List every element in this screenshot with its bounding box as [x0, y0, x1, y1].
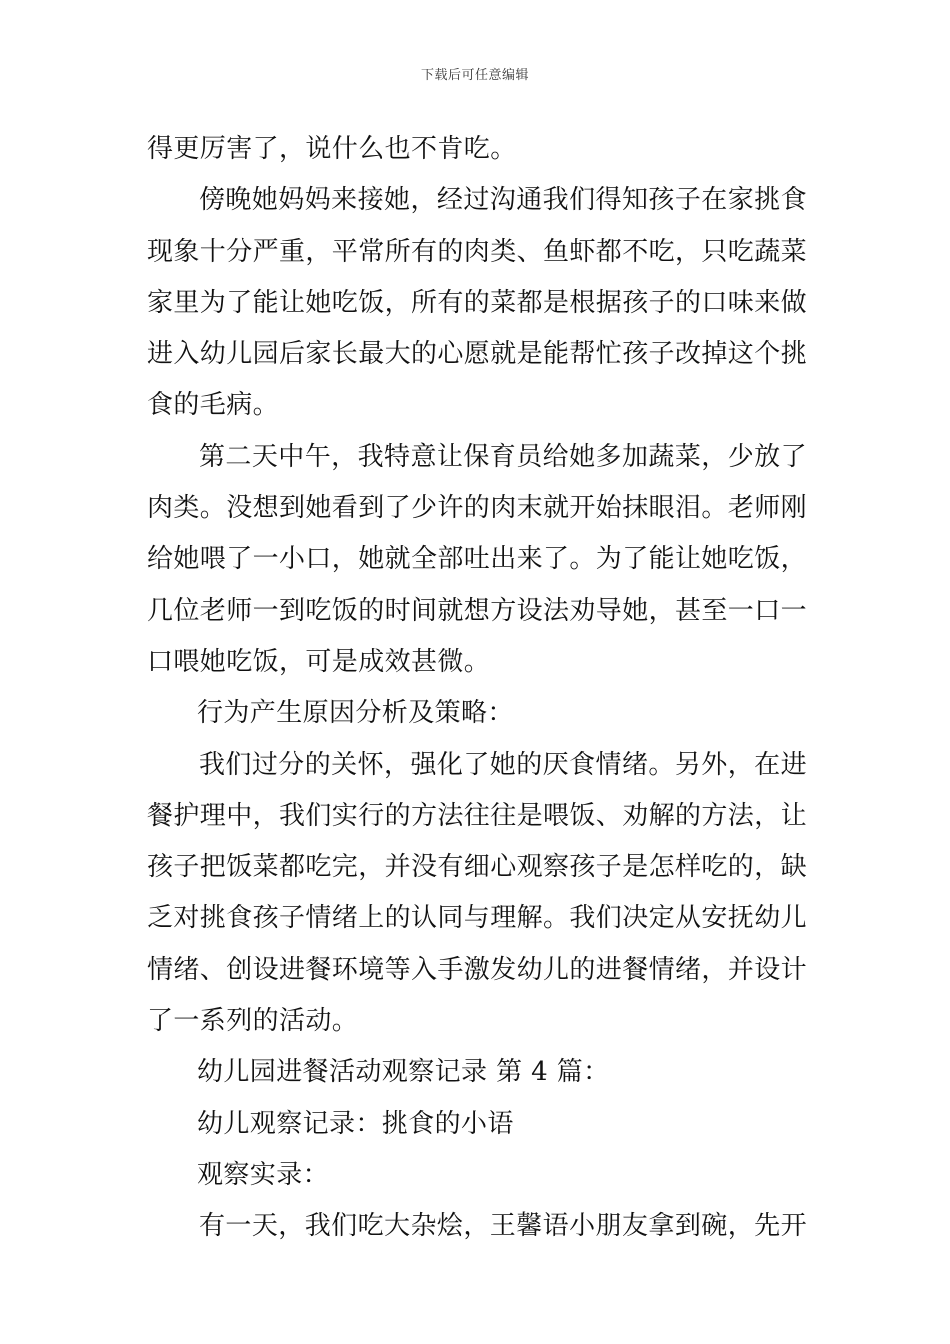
paragraph-line: 有一天，我们吃大杂烩，王馨语小朋友拿到碗，先开 — [199, 1211, 807, 1242]
paragraph-line: 进入幼儿园后家长最大的心愿就是能帮忙孩子改掉这个挑 — [147, 339, 808, 370]
paragraph-line: 口喂她吃饭，可是成效甚微。 — [147, 646, 491, 677]
paragraph-line: 了一系列的活动。 — [147, 1006, 359, 1037]
paragraph-line: 得更厉害了，说什么也不肯吃。 — [147, 134, 517, 164]
document-body — [147, 124, 807, 1253]
paragraph-line: 几位老师一到吃饭的时间就想方设法劝导她，甚至一口一 — [147, 595, 808, 626]
paragraph-line: 餐护理中，我们实行的方法往往是喂饭、劝解的方法，让 — [147, 800, 808, 831]
paragraph-line: 家里为了能让她吃饭，所有的菜都是根据孩子的口味来做 — [147, 287, 808, 318]
paragraph-line: 现象十分严重，平常所有的肉类、鱼虾都不吃，只吃蔬菜 — [147, 236, 808, 267]
paragraph-line: 第二天中午，我特意让保育员给她多加蔬菜，少放了 — [199, 441, 807, 472]
paragraph-line: 傍晚她妈妈来接她，经过沟通我们得知孩子在家挑食 — [199, 185, 807, 216]
paragraph-line: 给她喂了一小口，她就全部吐出来了。为了能让她吃饭， — [147, 544, 808, 575]
page-header: 下载后可任意编辑 — [420, 68, 529, 83]
section-heading: 幼儿观察记录：挑食的小语 — [197, 1108, 514, 1139]
paragraph-line: 我们过分的关怀，强化了她的厌食情绪。另外，在进 — [199, 749, 807, 780]
paragraph-line: 孩子把饭菜都吃完，并没有细心观察孩子是怎样吃的，缺 — [147, 852, 808, 883]
paragraph-line: 情绪、创设进餐环境等入手激发幼儿的进餐情绪，并设计 — [147, 954, 808, 985]
paragraph-line: 乏对挑食孩子情绪上的认同与理解。我们决定从安抚幼儿 — [147, 903, 808, 934]
section-heading: 行为产生原因分析及策略： — [197, 698, 514, 729]
paragraph-line: 食的毛病。 — [147, 390, 280, 421]
paragraph-line: 肉类。没想到她看到了少许的肉末就开始抹眼泪。老师刚 — [147, 493, 808, 524]
section-title: 幼儿园进餐活动观察记录 第 4 篇： — [197, 1057, 610, 1088]
section-heading: 观察实录： — [197, 1159, 330, 1190]
